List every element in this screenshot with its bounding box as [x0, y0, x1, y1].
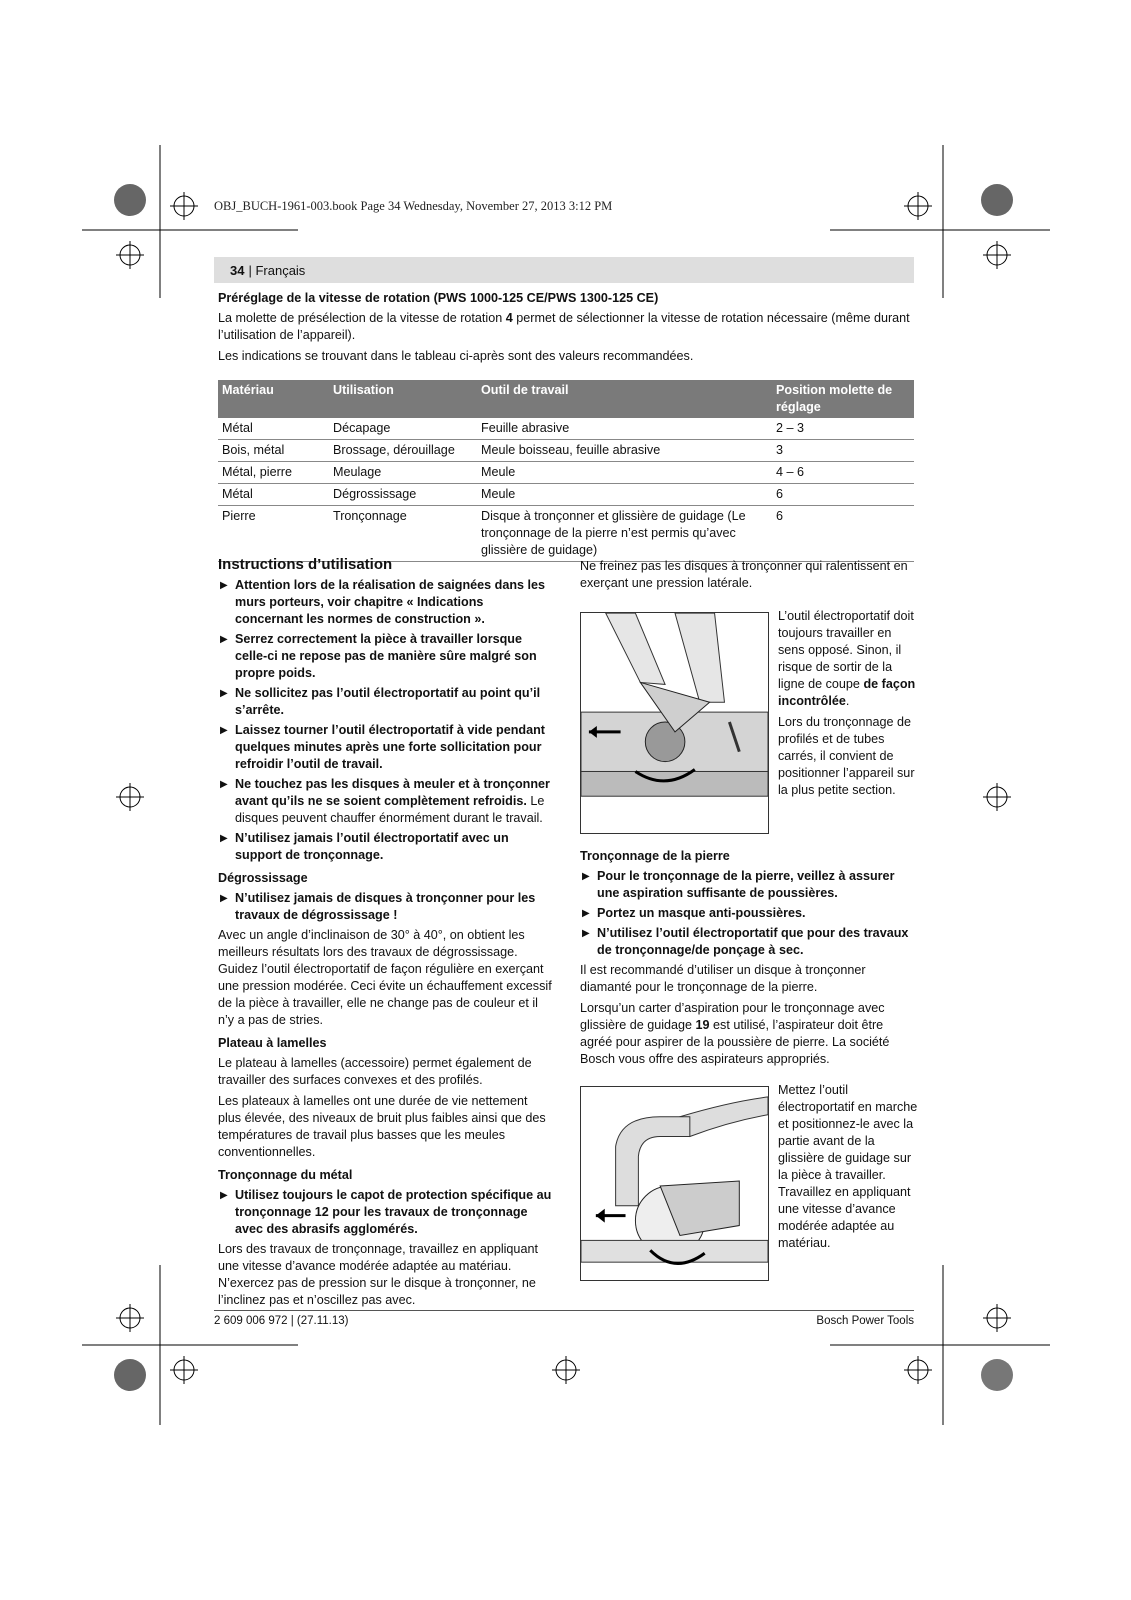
degross-title: Dégrossissage — [218, 871, 308, 885]
print-slug: OBJ_BUCH-1961-003.book Page 34 Wednesday, November 27, 2013 3:12 PM — [214, 199, 613, 213]
table-header: Position molette de réglage — [772, 380, 914, 418]
metal-title: Tronçonnage du métal — [218, 1168, 353, 1182]
list-item: ▶ N’utilisez l’outil électroportatif que pour des travaux de tronçonnage/de ponçage à sec. — [582, 926, 909, 957]
table-header: Matériau — [218, 380, 329, 418]
footer-right: Bosch Power Tools — [816, 1315, 914, 1327]
preset-section — [218, 290, 914, 369]
table-row: Métal Dégrossissage Meule 6 — [218, 484, 914, 506]
instructions-title: Instructions d’utilisation — [218, 556, 393, 573]
table-row: Pierre Tronçonnage Disque à tronçonner et glissière de guidage (Le tronçonnage de la pierre n’est permis qu’avec glissière de guidage) 6 — [218, 506, 914, 562]
page-number: 34 — [230, 262, 245, 278]
stone-text-2: Lorsqu’un carter d’aspiration pour le tronçonnage avec glissière de guidage 19 est utilisé, l’aspirateur doit être agréé pour aspirer de la poussière de pierre. La société Bosch vous offre des aspirateurs appropriés. — [580, 1001, 890, 1066]
cutting-figure-1 — [580, 612, 769, 834]
figure-1-text: L’outil électroportatif doit toujours travailler en sens opposé. Sinon, il risque de sortir de la ligne de coupe de façon incontrôlée. Lors du tronçonnage de profilés et de tubes carrés, il convient de positionner l’appareil sur la plus petite section. — [778, 609, 916, 797]
table-row: Métal Décapage Feuille abrasive 2 – 3 — [218, 418, 914, 440]
metal-text: Lors des travaux de tronçonnage, travaillez en appliquant une vitesse d’avance modérée adaptée au matériau. N’exercez pas de pression sur le disque à tronçonner, ne l’inclinez pas et n’oscillez pas avec. — [218, 1242, 538, 1307]
footer-divider — [214, 1310, 914, 1311]
preset-paragraph-1: La molette de présélection de la vitesse de rotation 4 permet de sélectionner la vitesse de rotation nécessaire (même durant l’utilisation de l’appareil). — [218, 311, 910, 342]
list-item: ▶ Utilisez toujours le capot de protection spécifique au tronçonnage 12 pour les travaux de tronçonnage avec des abrasifs agglomérés. — [220, 1188, 552, 1236]
cutting-figure-2 — [580, 1086, 769, 1281]
list-item: ▶ Laissez tourner l’outil électroportatif à vide pendant quelques minutes après une forte sollicitation pour refroidir l’outil de travail. — [220, 723, 545, 771]
language-label: | Français — [248, 262, 306, 278]
list-item: ▶ Attention lors de la réalisation de saignées dans les murs porteurs, voir chapitre « Indications concernant les normes de construction ». — [220, 578, 546, 626]
table-row: Métal, pierre Meulage Meule 4 – 6 — [218, 462, 914, 484]
list-item: ▶ Ne sollicitez pas l’outil électroportatif au point qu’il s’arrête. — [220, 686, 541, 717]
left-column — [218, 556, 552, 1313]
figure-2-text: Mettez l’outil électroportatif en marche et positionnez-le avec la partie avant de la glissière de guidage sur la pièce à travailler. Travaillez en appliquant une vitesse d’avance modérée adaptée au matériau. — [778, 1083, 918, 1250]
preset-paragraph-2: Les indications se trouvant dans le tableau ci-après sont des valeurs recommandées. — [218, 349, 694, 363]
plateau-title: Plateau à lamelles — [218, 1036, 327, 1050]
preset-title: Préréglage de la vitesse de rotation (PWS 1000-125 CE/PWS 1300-125 CE) — [218, 291, 659, 305]
table-header-row — [218, 380, 914, 418]
list-item: ▶ Portez un masque anti-poussières. — [582, 906, 806, 920]
stone-text-1: Il est recommandé d’utiliser un disque à tronçonner diamanté pour le tronçonnage de la pierre. — [580, 963, 866, 994]
list-item: ▶ N’utilisez jamais de disques à tronçonner pour les travaux de dégrossissage ! — [220, 891, 536, 922]
plateau-text-2: Les plateaux à lamelles ont une durée de vie nettement plus élevée, des niveaux de bruit plus faibles ainsi que des températures de travail plus basses que les meules conventionnelles. — [218, 1094, 546, 1159]
page-header — [214, 257, 914, 283]
stone-title: Tronçonnage de la pierre — [580, 849, 730, 863]
degross-text: Avec un angle d’inclinaison de 30° à 40°, on obtient les meilleurs résultats lors des travaux de dégrossissage. Guidez l’outil électroportatif de façon régulière en exerçant une pression modérée. Ceci évite un échauffement excessif de la pièce à travailler, elle ne change pas de couleur et il n’y a pas de stries. — [218, 928, 552, 1027]
table-row: Bois, métal Brossage, dérouillage Meule boisseau, feuille abrasive 3 — [218, 440, 914, 462]
plateau-text-1: Le plateau à lamelles (accessoire) permet également de travailler des surfaces convexes et des profilés. — [218, 1056, 532, 1087]
list-item: ▶ Serrez correctement la pièce à travailler lorsque celle-ci ne repose pas de manière sûre malgré son propre poids. — [220, 632, 537, 680]
right-intro: Ne freinez pas les disques à tronçonner qui ralentissent en exerçant une pression latérale. — [580, 559, 908, 590]
list-item: ▶ Pour le tronçonnage de la pierre, veillez à assurer une aspiration suffisante de poussières. — [582, 869, 895, 900]
table-header: Outil de travail — [477, 380, 772, 418]
footer-left: 2 609 006 972 | (27.11.13) — [214, 1315, 349, 1327]
list-item: ▶ Ne touchez pas les disques à meuler et à tronçonner avant qu’ils ne se soient complètement refroidis. Le disques peuvent chauffer énormément durant le travail. — [220, 777, 550, 825]
list-item: ▶ N’utilisez jamais l’outil électroportatif avec un support de tronçonnage. — [220, 831, 509, 862]
speed-table — [218, 380, 914, 562]
stone-section — [580, 848, 914, 1072]
table-header: Utilisation — [329, 380, 477, 418]
